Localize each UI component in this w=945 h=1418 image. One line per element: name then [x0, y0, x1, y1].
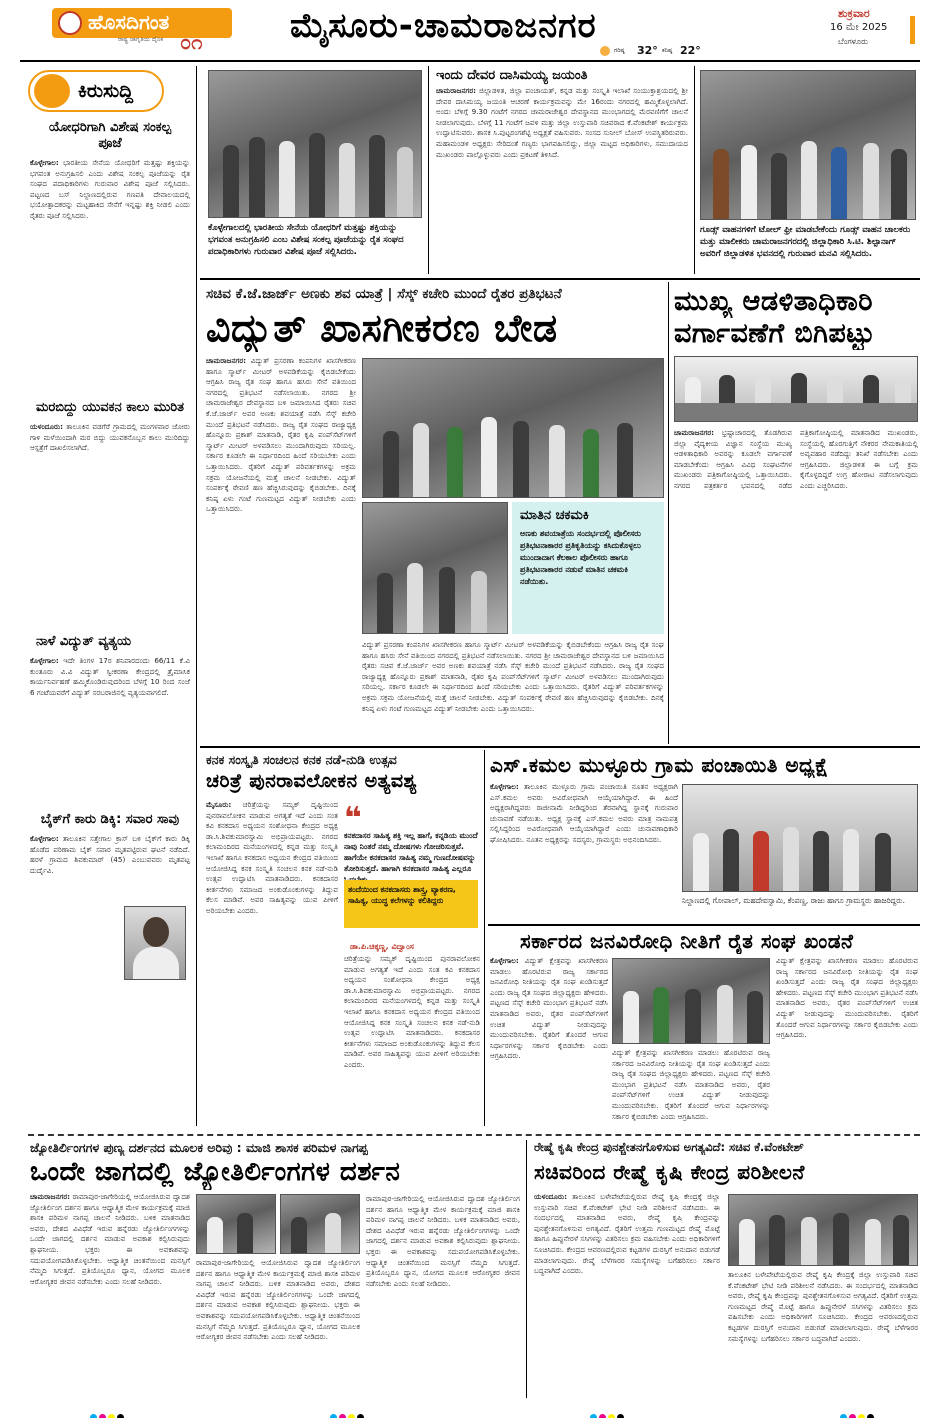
anti-text-col1 — [490, 956, 608, 1128]
temp-max-label: ಗರಿಷ್ಠ — [614, 47, 625, 54]
silk-dateline: ಯಳಂದೂರು: — [534, 1192, 567, 1201]
masthead — [0, 0, 945, 58]
officer-dateline: ಚಾಮರಾಜನಗರ: — [674, 428, 715, 437]
jyoti-kicker: ಜ್ಯೋತಿರ್ಲಿಂಗಗಳ ಪುಣ್ಯ ದರ್ಶನದ ಮೂಲಕ ಅರಿವು : ಮಾಜಿ ಶಾಸಕ ಪರಿಮಳ ನಾಗಪ್ಪ — [30, 1140, 368, 1155]
brief-1-body: ಭಾರತೀಯ ಸೇನೆಯ ಯೋಧರಿಗೆ ಮತ್ತಷ್ಟು ಶಕ್ತಿಯನ್ನು ಭಗವಂತ ಅನುಗ್ರಹಿಸಲಿ ಎಂದು ವಿಶೇಷ ಸಂಕಲ್ಪ ಪೂಜೆಯನ್ನು ರೈತ ಸಂಘದ ಪದಾಧಿಕಾರಿಗಳು ಗುರುವಾರ ವಿಶೇಷ ಪೂಜೆ ಸಲ್ಲಿಸಿದರು. ಪಟ್ಟಣದ ಬಸ್ ನಿಲ್ದಾಣದಲ್ಲಿರುವ ಗಣಪತಿ ದೇವಾಲಯದಲ್ಲಿ ಭಯೋತ್ಪಾದಕರನ್ನು ಮಟ್ಟಹಾಕಿದ ಸೇನೆಗೆ ಇನ್ನಷ್ಟು ಶಕ್ತಿ ನೀಡಲಿ ಎಂದು ರೈತರು ಪೂಜೆ ಸಲ್ಲಿಸಿದರು. — [30, 158, 190, 220]
sidebar-title: ಕಿರುಸುದ್ದಿ — [78, 80, 134, 102]
brief-3 — [30, 632, 190, 804]
quote-text: ಕನಕದಾಸರ ಸಾಹಿತ್ಯ ಶಕ್ತಿ ಇಲ್ಲ ಹಾಗೆ, ಕನ್ನಡಿಯ ಮುಂದೆ ನಾವು ನಿಂತರೆ ನಮ್ಮ ದೋಷಗಳು ಗೋಚರಿಸುತ್ತವೆ. ಹಾಗೆಯೇ ಕನಕದಾಸರ ಸಾಹಿತ್ಯ ನಮ್ಮ ಗುಣದೋಷವನ್ನು ತೋರಿಸುತ್ತದೆ. ಹಾಗಾಗಿ ಕನಕದಾಸರ ಸಾಹಿತ್ಯ ಎಲ್ಲರೂ — [344, 831, 478, 873]
photo-silk-centre — [728, 1194, 918, 1266]
sidebar-divider — [196, 66, 197, 1126]
photo-soldiers-puja — [208, 70, 422, 218]
silk-body-cont: ತಾಲೂಕಿನ ಬಳೇಪೇಟೆಯಲ್ಲಿರುವ ರೇಷ್ಮೆ ಕೃಷಿ ಕೇಂದ್ರಕ್ಕೆ ಜಿಲ್ಲಾ ಉಸ್ತುವಾರಿ ಸಚಿವ ಕೆ.ವೆಂಕಟೇಶ್ ಭೇಟಿ ನೀಡಿ ಪರಿಶೀಲನೆ ನಡೆಸಿದರು. ಈ ಸಂದರ್ಭದಲ್ಲಿ ಮಾತನಾಡಿದ ಅವರು, ರೇಷ್ಮೆ ಕೃಷಿ ಕೇಂದ್ರವನ್ನು ಪುನಶ್ಚೇತನಗೊಳಿಸುವ ಅಗತ್ಯವಿದೆ. ರೈತರಿಗೆ ಉತ್ತಮ ಗುಣಮಟ್ಟದ ರೇಷ್ಮೆ ಮೊಟ್ಟೆ ಹಾಗೂ ಹಿಪ್ಪುನೇರಳೆ ಸಸಿಗಳನ್ನು ವಿತರಿಸಲು ಕ್ರಮ ವಹಿಸಬೇಕು ಎಂದು ಅಧಿಕಾರಿಗಳಿಗೆ ಸೂಚಿಸಿದರು. ಕೇಂದ್ರದ ಆವರಣದಲ್ಲಿರುವ ಕಟ್ಟಡಗಳ ದುರಸ್ತಿಗೆ ಅನುದಾನ ಬಿಡುಗಡೆ ಮಾಡಲಾಗುವುದು. ರೇಷ್ಮೆ ಬೆಳೆಗಾರರ ಸಮಸ್ಯೆಗಳನ್ನು ಬಗೆಹರಿಸಲು ಸರ್ಕಾರ ಬದ್ಧವಾಗಿದೆ ಎಂದರು. — [728, 1270, 918, 1343]
issue-city: ಬೆಂಗಳೂರು — [838, 37, 868, 46]
jyoti-body: ರಾಮಾಪುರ-ಜಾಗೇರಿಯಲ್ಲಿ ಆಯೋಜಿಸಿರುವ ದ್ವಾದಶ ಜ್ಯೋತಿರ್ಲಿಂಗ ದರ್ಶನ ಹಾಗೂ ಆಧ್ಯಾತ್ಮಿಕ ಮೇಳ ಕಾರ್ಯಕ್ರಮಕ್ಕೆ ಮಾಜಿ ಶಾಸಕಿ ಪರಿಮಳ ನಾಗಪ್ಪ ಚಾಲನೆ ನೀಡಿದರು. ಬಳಿಕ ಮಾತನಾಡಿದ ಅವರು, ದೇಶದ ವಿವಿಧೆಡೆ ಇರುವ ಹನ್ನೆರಡು ಜ್ಯೋತಿರ್ಲಿಂಗಗಳನ್ನು ಒಂದೇ ಜಾಗದಲ್ಲಿ ದರ್ಶನ ಮಾಡುವ ಅವಕಾಶ ಕಲ್ಪಿಸಿರುವುದು ಶ್ಲಾಘನೀಯ. ಭಕ್ತರು ಈ ಅವಕಾಶವನ್ನು ಸದುಪಯೋಗಪಡಿಸಿಕೊಳ್ಳಬೇಕು. ಆಧ್ಯಾತ್ಮಿಕ ಚಿಂತನೆಯಿಂದ ಮನಸ್ಸಿಗೆ ನೆಮ್ಮದಿ ಸಿಗುತ್ತದೆ. ಪ್ರತಿಯೊಬ್ಬರೂ ಧ್ಯಾನ, ಯೋಗದ ಮೂಲಕ ಆರೋಗ್ಯಕರ ಜೀವನ ನಡೆಸಬೇಕು ಎಂದು ಸಲಹೆ ನೀಡಿದರು. — [30, 1192, 190, 1286]
anti-body-cont: ವಿದ್ಯುತ್ ಕ್ಷೇತ್ರವನ್ನು ಖಾಸಗೀಕರಣ ಮಾಡಲು ಹೊರಟಿರುವ ರಾಜ್ಯ ಸರ್ಕಾರದ ಜನವಿರೋಧಿ ನೀತಿಯನ್ನು ರೈತ ಸಂಘ ಖಂಡಿಸುತ್ತದೆ ಎಂದು ರಾಜ್ಯ ರೈತ ಸಂಘದ ಜಿಲ್ಲಾಧ್ಯಕ್ಷರು ಹೇಳಿದರು. ಪಟ್ಟಣದ ಸೆಸ್ಕ್ ಕಚೇರಿ ಮುಂಭಾಗ ಪ್ರತಿಭಟನೆ ನಡೆಸಿ ಮಾತನಾಡಿದ ಅವರು, ರೈತರ ಪಂಪ್‌ಸೆಟ್‌ಗಳಿಗೆ ಉಚಿತ ವಿದ್ಯುತ್ ನೀಡುವುದನ್ನು ಮುಂದುವರಿಸಬೇಕು. ರೈತರಿಗೆ ತೊಂದರೆ ಆಗುವ ನಿರ್ಧಾರಗಳನ್ನು ಸರ್ಕಾರ ಕೈಬಿಡಬೇಕು ಎಂದು ಆಗ್ರಹಿಸಿದರು. — [612, 1048, 770, 1121]
kamala-dateline: ಕೊಳ್ಳೇಗಾಲ: — [490, 782, 519, 791]
culture-headline-2: ಚರಿತ್ರೆ ಪುನರಾವಲೋಕನ ಅತ್ಯವಶ್ಯ — [206, 770, 418, 792]
lead-kicker: ಸಚಿವ ಕೆ.ಜೆ.ಜಾರ್ಜ್ ಅಣಕು ಶವ ಯಾತ್ರೆ | ಸೆಸ್ಕ್ ಕಚೇರಿ ಮುಂದೆ ರೈತರ ಪ್ರತಿಭಟನೆ — [206, 286, 562, 302]
anti-text-col3 — [776, 956, 918, 1128]
officer-body: ಭ್ರಷ್ಟಾಚಾರದಲ್ಲಿ ತೊಡಗಿರುವ ಜಿಲ್ಲಾ ವೈದ್ಯಕೀಯ ವಿಜ್ಞಾನ ಸಂಸ್ಥೆಯ ಮುಖ್ಯ ಆಡಳಿತಾಧಿಕಾರಿ ಅವರನ್ನು ಕೂಡಲೇ ವರ್ಗಾವಣೆ ಮಾಡಬೇಕೆಂದು ಆಗ್ರಹಿಸಿ ವಿವಿಧ ಸಂಘಟನೆಗಳ ಮುಖಂಡರು ಪತ್ರಿಕಾಗೋಷ್ಠಿಯಲ್ಲಿ ಒತ್ತಾಯಿಸಿದರು. ನಗರದ ಪತ್ರಕರ್ತರ ಭವನದಲ್ಲಿ ನಡೆದ ಪತ್ರಿಕಾಗೋಷ್ಠಿಯಲ್ಲಿ ಮಾತನಾಡಿದ ಮುಖಂಡರು, ಸಂಸ್ಥೆಯಲ್ಲಿ ಹೊರಗುತ್ತಿಗೆ ನೌಕರರ ನೇಮಕಾತಿಯಲ್ಲಿ ಅವ್ಯವಹಾರ ನಡೆದಿದ್ದು ತನಿಖೆ ನಡೆಸಬೇಕು ಎಂದು ಆಗ್ರಹಿಸಿದರು. ಜಿಲ್ಲಾಡಳಿತ ಈ ಬಗ್ಗೆ ಕ್ರಮ ಕೈಗೊಳ್ಳದಿದ್ದರೆ ಉಗ್ರ ಹೋರಾಟ ನಡೆಸಲಾಗುವುದು ಎಂದು ಎಚ್ಚರಿಸಿದರು. — [674, 428, 918, 490]
silk-text-col2 — [728, 1270, 918, 1398]
temp-max: 32° — [637, 44, 658, 57]
lead-text-col2 — [362, 640, 664, 744]
issue-day: ಶುಕ್ರವಾರ — [838, 7, 870, 20]
dasimayya-text — [436, 86, 688, 272]
brief-3-body: ಇದೇ ತಿಂಗಳ 17ರ ಶನಿವಾರದಂದು 66/11 ಕೆ.ವಿ ಕುಂತೂರು ವಿ.ವಿ ವಿದ್ಯುತ್ ಸ್ವೀಕರಣಾ ಕೇಂದ್ರದಲ್ಲಿ ತ್ರೈಮಾಸಿಕ ಕಾರ್ಯನಿರ್ವಹಣೆ ಹಮ್ಮಿಕೊಂಡಿರುವುದರಿಂದ ಬೆಳಗ್ಗೆ 10 ರಿಂದ ಸಂಜೆ 6 ಗಂಟೆಯವರೆಗೆ ವಿದ್ಯುತ್ ಸರಬರಾಜಿನಲ್ಲಿ ವ್ಯತ್ಯಯವಾಗಲಿದೆ. — [30, 656, 190, 697]
officer-headline-2: ವರ್ಗಾವಣೆಗೆ ಬಿಗಿಪಟ್ಟು — [674, 318, 875, 349]
photo-goods-vehicle-memo — [700, 70, 916, 220]
silk-headline: ಸಚಿವರಿಂದ ರೇಷ್ಮೆ ಕೃಷಿ ಕೇಂದ್ರ ಪರಿಶೀಲನೆ — [534, 1160, 805, 1184]
quote-icon: ❝ — [344, 801, 362, 836]
kamala-text — [490, 782, 678, 922]
photo2-caption: ಗೂಡ್ಸ್ ವಾಹನಗಳಿಗೆ ಟೋಲ್ ಫ್ರೀ ಮಾಡಬೇಕೆಂದು ಗೂಡ್ಸ್ ವಾಹನ ಚಾಲಕರು ಮತ್ತು ಮಾಲೀಕರು ಚಾಮರಾಜನಗರದಲ್ಲಿ ಜಿಲ್ಲಾಧಿಕಾರಿ ಸಿ.ಟಿ. ಶಿಲ್ಪಾನಾಗ್ ಅವರಿಗೆ ಜಿಲ್ಲಾಡಳಿತ ಭವನದಲ್ಲಿ ಗುರುವಾರ ಮನವಿ ಸಲ್ಲಿಸಿದರು. — [700, 225, 911, 259]
culture-highlight: ತಂದೆಯಿಂದ ಕನಕದಾಸರು ಶಾಸ್ತ್ರ, ವ್ಯಾಕರಣ, ಸಾಹಿತ್ಯ, ಯುದ್ಧ ಕಲೆಗಳನ್ನು ಕಲಿತಿದ್ದರು — [344, 880, 478, 928]
jyoti-dateline: ಚಾಮರಾಜನಗರ: — [30, 1192, 71, 1201]
page-number: ೦೧ — [180, 30, 203, 54]
anti-dateline: ಕೊಳ್ಳೇಗಾಲ: — [490, 956, 519, 965]
lead-body: ವಿದ್ಯುತ್ ಪ್ರಸರಣಾ ಕಂಪನಿಗಳ ಖಾಸಗೀಕರಣ ಹಾಗೂ ಸ್ಮಾರ್ಟ್ ಮೀಟರ್ ಅಳವಡಿಕೆಯನ್ನು ಕೈಬಿಡಬೇಕೆಂದು ಆಗ್ರಹಿಸಿ ರಾಜ್ಯ ರೈತ ಸಂಘ ಹಾಗೂ ಹಸಿರು ಸೇನೆ ವತಿಯಿಂದ ನಗರದಲ್ಲಿ ಪ್ರತಿಭಟನೆ ನಡೆಸಲಾಯಿತು. ನಗರದ ಶ್ರೀ ಚಾಮರಾಜೇಶ್ವರ ದೇವಸ್ಥಾನದ ಬಳಿ ಜಮಾಯಿಸಿದ ರೈತರು ಸಚಿವ ಕೆ.ಜೆ.ಜಾರ್ಜ್ ಅವರ ಅಣಕು ಶವಯಾತ್ರೆ ನಡೆಸಿ ಸೆಸ್ಕ್ ಕಚೇರಿ ಮುಂದೆ ಪ್ರತಿಭಟನೆ ನಡೆಸಿದರು. ರಾಜ್ಯ ರೈತ ಸಂಘದ ರಾಜ್ಯಾಧ್ಯಕ್ಷ ಹೊನ್ನೂರು ಪ್ರಕಾಶ್ ಮಾತನಾಡಿ, ರೈತರ ಕೃಷಿ ಪಂಪ್‌ಸೆಟ್‌ಗಳಿಗೆ ಸ್ಮಾರ್ಟ್ ಮೀಟರ್ ಅಳವಡಿಸಲು ಮುಂದಾಗಿರುವುದು ಸರಿಯಲ್ಲ. ಸರ್ಕಾರ ಕೂಡಲೇ ಈ ನಿರ್ಧಾರದಿಂದ ಹಿಂದೆ ಸರಿಯಬೇಕು ಎಂದು ಒತ್ತಾಯಿಸಿದರು. ರೈತರಿಗೆ ವಿದ್ಯುತ್ ಪರಿವರ್ತಕಗಳನ್ನು ಅಕ್ರಮ ಸಕ್ರಮ ಯೋಜನೆಯಲ್ಲಿ ಮತ್ತೆ ಚಾಲನೆ ನೀಡಬೇಕು. ವಿದ್ಯುತ್ ಸಂಪರ್ಕಕ್ಕೆ ಠೇವಣಿ ಹಣ ಹೆಚ್ಚಿಸಿರುವುದನ್ನು ಕೈಬಿಡಬೇಕು. ದಿನಕ್ಕೆ ಕನಿಷ್ಠ ಏಳು ಗಂಟೆ ಗುಣಮಟ್ಟದ ವಿದ್ಯುತ್ ನೀಡಬೇಕು ಎಂದು ಒತ್ತಾಯಿಸಿದರು. — [206, 356, 356, 514]
photo-panchayat-president — [682, 784, 918, 892]
silk-kicker: ರೇಷ್ಮೆ ಕೃಷಿ ಕೇಂದ್ರ ಪುನಶ್ಚೇತನಗೊಳಿಸುವ ಅಗತ್ಯವಿದೆ: ಸಚಿವ ಕೆ.ವೆಂಕಟೇಶ್ — [534, 1140, 804, 1154]
silk-text-col1 — [534, 1192, 720, 1398]
anti-body: ವಿದ್ಯುತ್ ಕ್ಷೇತ್ರವನ್ನು ಖಾಸಗೀಕರಣ ಮಾಡಲು ಹೊರಟಿರುವ ರಾಜ್ಯ ಸರ್ಕಾರದ ಜನವಿರೋಧಿ ನೀತಿಯನ್ನು ರೈತ ಸಂಘ ಖಂಡಿಸುತ್ತದೆ ಎಂದು ರಾಜ್ಯ ರೈತ ಸಂಘದ ಜಿಲ್ಲಾಧ್ಯಕ್ಷರು ಹೇಳಿದರು. ಪಟ್ಟಣದ ಸೆಸ್ಕ್ ಕಚೇರಿ ಮುಂಭಾಗ ಪ್ರತಿಭಟನೆ ನಡೆಸಿ ಮಾತನಾಡಿದ ಅವರು, ರೈತರ ಪಂಪ್‌ಸೆಟ್‌ಗಳಿಗೆ ಉಚಿತ ವಿದ್ಯುತ್ ನೀಡುವುದನ್ನು ಮುಂದುವರಿಸಬೇಕು. ರೈತರಿಗೆ ತೊಂದರೆ ಆಗುವ ನಿರ್ಧಾರಗಳನ್ನು ಸರ್ಕಾರ ಕೈಬಿಡಬೇಕು ಎಂದು ಆಗ್ರಹಿಸಿದರು. — [490, 956, 608, 1061]
logo-emblem-icon — [58, 11, 82, 35]
jyoti-text-col3 — [366, 1194, 520, 1398]
brief-2-dateline: ಯಳಂದೂರು: — [30, 422, 63, 431]
lead-headline: ವಿದ್ಯುತ್ ಖಾಸಗೀಕರಣ ಬೇಡ — [206, 306, 558, 350]
section-divider — [28, 1134, 920, 1136]
photo-press-meet — [674, 356, 918, 422]
kamala-body: ತಾಲೂಕಿನ ಮುಳ್ಳೂರು ಗ್ರಾಮ ಪಂಚಾಯಿತಿ ನೂತನ ಅಧ್ಯಕ್ಷರಾಗಿ ಎಸ್.ಕಮಲ ಅವರು ಅವಿರೋಧವಾಗಿ ಆಯ್ಕೆಯಾಗಿದ್ದಾರೆ. ಈ ಹಿಂದೆ ಅಧ್ಯಕ್ಷರಾಗಿದ್ದವರು ರಾಜೀನಾಮೆ ನೀಡಿದ್ದರಿಂದ ತೆರವಾಗಿದ್ದ ಸ್ಥಾನಕ್ಕೆ ಗುರುವಾರ ಚುನಾವಣೆ ನಡೆಯಿತು. ಅಧ್ಯಕ್ಷ ಸ್ಥಾನಕ್ಕೆ ಎಸ್.ಕಮಲ ಅವರು ಮಾತ್ರ ನಾಮಪತ್ರ ಸಲ್ಲಿಸಿದ್ದರಿಂದ ಅವಿರೋಧವಾಗಿ ಆಯ್ಕೆಯಾಗಿದ್ದಾರೆ ಎಂದು ಚುನಾವಣಾಧಿಕಾರಿ ಘೋಷಿಸಿದರು. ನೂತನ ಅಧ್ಯಕ್ಷರನ್ನು ಸದಸ್ಯರು, ಗ್ರಾಮಸ್ಥರು ಅಭಿನಂದಿಸಿದರು. — [490, 782, 678, 844]
sun-icon — [600, 46, 610, 56]
brief-1-head: ಯೋಧರಿಗಾಗಿ ವಿಶೇಷ ಸಂಕಲ್ಪ ಪೂಜೆ — [48, 120, 172, 151]
jyoti-body-cont: ರಾಮಾಪುರ-ಜಾಗೇರಿಯಲ್ಲಿ ಆಯೋಜಿಸಿರುವ ದ್ವಾದಶ ಜ್ಯೋತಿರ್ಲಿಂಗ ದರ್ಶನ ಹಾಗೂ ಆಧ್ಯಾತ್ಮಿಕ ಮೇಳ ಕಾರ್ಯಕ್ರಮಕ್ಕೆ ಮಾಜಿ ಶಾಸಕಿ ಪರಿಮಳ ನಾಗಪ್ಪ ಚಾಲನೆ ನೀಡಿದರು. ಬಳಿಕ ಮಾತನಾಡಿದ ಅವರು, ದೇಶದ ವಿವಿಧೆಡೆ ಇರುವ ಹನ್ನೆರಡು ಜ್ಯೋತಿರ್ಲಿಂಗಗಳನ್ನು ಒಂದೇ ಜಾಗದಲ್ಲಿ ದರ್ಶನ ಮಾಡುವ ಅವಕಾಶ ಕಲ್ಪಿಸಿರುವುದು ಶ್ಲಾಘನೀಯ. ಭಕ್ತರು ಈ ಅವಕಾಶವನ್ನು ಸದುಪಯೋಗಪಡಿಸಿಕೊಳ್ಳಬೇಕು. ಆಧ್ಯಾತ್ಮಿಕ ಚಿಂತನೆಯಿಂದ ಮನಸ್ಸಿಗೆ ನೆಮ್ಮದಿ ಸಿಗುತ್ತದೆ. ಪ್ರತಿಯೊಬ್ಬರೂ ಧ್ಯಾನ, ಯೋಗದ ಮೂಲಕ ಆರೋಗ್ಯಕರ ಜೀವನ ನಡೆಸಬೇಕು ಎಂದು ಸಲಹೆ ನೀಡಿದರು. — [196, 1258, 360, 1342]
logo-text: ಹೊಸದಿಗಂತ — [88, 10, 170, 34]
kamala-photo-caption: ನಿಲ್ದಾಣದಲ್ಲಿ ಗೋಪಾಲ್, ಮಹದೇವಸ್ವಾಮಿ, ಕೆಂಪಣ್ಣ, ರಾಜು ಹಾಗೂ ಗ್ರಾಮಸ್ಥರು ಹಾಜರಿದ್ದರು. — [682, 896, 905, 905]
hand-icon — [34, 74, 70, 108]
brief-1-text — [30, 158, 190, 392]
anti-headline: ಸರ್ಕಾರದ ಜನವಿರೋಧಿ ನೀತಿಗೆ ರೈತ ಸಂಘ ಖಂಡನೆ — [520, 929, 854, 953]
brief-2-text — [30, 422, 190, 612]
quote-author: ಡಾ.ಪಿ.ಚಿಕ್ಕಣ್ಣ, ವಿದ್ವಾಂಸ — [350, 942, 414, 951]
culture-body: ಚರಿತ್ರೆಯನ್ನು ಸಮ್ಯಕ್ ದೃಷ್ಟಿಯಿಂದ ಪುನರಾವಲೋಕನ ಮಾಡುವ ಅಗತ್ಯತೆ ಇದೆ ಎಂದು ಸಂತ ಕವಿ ಕನಕದಾಸ ಅಧ್ಯಯನ ಸಂಶೋಧನಾ ಕೇಂದ್ರದ ಅಧ್ಯಕ್ಷ ಡಾ.ಸಿ.ಶಿವಕುಮಾರಸ್ವಾಮಿ ಅಭಿಪ್ರಾಯಪಟ್ಟರು. ನಗರದ ಕಲಾಮಂದಿರದ ಮನೆಯಂಗಳದಲ್ಲಿ ಕನ್ನಡ ಮತ್ತು ಸಂಸ್ಕೃತಿ ಇಲಾಖೆ ಹಾಗೂ ಕನಕದಾಸ ಅಧ್ಯಯನ ಕೇಂದ್ರದ ವತಿಯಿಂದ ಆಯೋಜಿಸಿದ್ದ ಕನಕ ಸಂಸ್ಕೃತಿ ಸಂಚಲನ ಕನಕ ನಡೆ-ನುಡಿ ಉತ್ಸವ ಉದ್ಘಾಟಿಸಿ ಮಾತನಾಡಿದರು. ಕನಕದಾಸರ ಕೀರ್ತನೆಗಳು ಸಮಾಜದ ಅಂಕುಡೊಂಕುಗಳನ್ನು ತಿದ್ದುವ ಕೆಲಸ ಮಾಡಿವೆ. ಅವರ ಸಾಹಿತ್ಯವನ್ನು ಯುವ ಪೀಳಿಗೆ ಅರಿಯಬೇಕು ಎಂದರು. — [206, 800, 338, 915]
registration-marks-left — [90, 1406, 126, 1418]
photo-protest-march — [362, 358, 664, 498]
jyoti-headline: ಒಂದೇ ಜಾಗದಲ್ಲಿ ಜ್ಯೋತಿರ್ಲಿಂಗಗಳ ದರ್ಶನ — [30, 1157, 401, 1187]
brief-3-text — [30, 656, 190, 806]
photo1-caption: ಕೊಳ್ಳೇಗಾಲದಲ್ಲಿ ಭಾರತೀಯ ಸೇನೆಯ ಯೋಧರಿಗೆ ಮತ್ತಷ್ಟು ಶಕ್ತಿಯನ್ನು ಭಗವಂತ ಅನುಗ್ರಹಿಸಲಿ ಎಂಬ ವಿಶೇಷ ಸಂಕಲ್ಪ ಪೂಜೆಯನ್ನು ರೈತ ಸಂಘದ ಪದಾಧಿಕಾರಿಗಳು ಗುರುವಾರ ವಿಶೇಷ ಪೂಜೆ ಸಲ್ಲಿಸಿದರು. — [208, 223, 404, 257]
brief-4-dateline: ಕೊಳ್ಳೇಗಾಲ: — [30, 834, 59, 843]
photo-jyotirlinga-1 — [196, 1194, 276, 1254]
brief-4 — [30, 810, 190, 1128]
lead-body-cont: ವಿದ್ಯುತ್ ಪ್ರಸರಣಾ ಕಂಪನಿಗಳ ಖಾಸಗೀಕರಣ ಹಾಗೂ ಸ್ಮಾರ್ಟ್ ಮೀಟರ್ ಅಳವಡಿಕೆಯನ್ನು ಕೈಬಿಡಬೇಕೆಂದು ಆಗ್ರಹಿಸಿ ರಾಜ್ಯ ರೈತ ಸಂಘ ಹಾಗೂ ಹಸಿರು ಸೇನೆ ವತಿಯಿಂದ ನಗರದಲ್ಲಿ ಪ್ರತಿಭಟನೆ ನಡೆಸಲಾಯಿತು. ನಗರದ ಶ್ರೀ ಚಾಮರಾಜೇಶ್ವರ ದೇವಸ್ಥಾನದ ಬಳಿ ಜಮಾಯಿಸಿದ ರೈತರು ಸಚಿವ ಕೆ.ಜೆ.ಜಾರ್ಜ್ ಅವರ ಅಣಕು ಶವಯಾತ್ರೆ ನಡೆಸಿ ಸೆಸ್ಕ್ ಕಚೇರಿ ಮುಂದೆ ಪ್ರತಿಭಟನೆ ನಡೆಸಿದರು. ರಾಜ್ಯ ರೈತ ಸಂಘದ ರಾಜ್ಯಾಧ್ಯಕ್ಷ ಹೊನ್ನೂರು ಪ್ರಕಾಶ್ ಮಾತನಾಡಿ, ರೈತರ ಕೃಷಿ ಪಂಪ್‌ಸೆಟ್‌ಗಳಿಗೆ ಸ್ಮಾರ್ಟ್ ಮೀಟರ್ ಅಳವಡಿಸಲು ಮುಂದಾಗಿರುವುದು ಸರಿಯಲ್ಲ. ಸರ್ಕಾರ ಕೂಡಲೇ ಈ ನಿರ್ಧಾರದಿಂದ ಹಿಂದೆ ಸರಿಯಬೇಕು ಎಂದು ಒತ್ತಾಯಿಸಿದರು. ರೈತರಿಗೆ ವಿದ್ಯುತ್ ಪರಿವರ್ತಕಗಳನ್ನು ಅಕ್ರಮ ಸಕ್ರಮ ಯೋಜನೆಯಲ್ಲಿ ಮತ್ತೆ ಚಾಲನೆ ನೀಡಬೇಕು. ವಿದ್ಯುತ್ ಸಂಪರ್ಕಕ್ಕೆ ಠೇವಣಿ ಹಣ ಹೆಚ್ಚಿಸಿರುವುದನ್ನು ಕೈಬಿಡಬೇಕು. ದಿನಕ್ಕೆ ಕನಿಷ್ಠ ಏಳು ಗಂಟೆ ಗುಣಮಟ್ಟದ ವಿದ್ಯುತ್ ನೀಡಬೇಕು ಎಂದು ಒತ್ತಾಯಿಸಿದರು. — [362, 640, 664, 713]
jyoti-body-cont2: ರಾಮಾಪುರ-ಜಾಗೇರಿಯಲ್ಲಿ ಆಯೋಜಿಸಿರುವ ದ್ವಾದಶ ಜ್ಯೋತಿರ್ಲಿಂಗ ದರ್ಶನ ಹಾಗೂ ಆಧ್ಯಾತ್ಮಿಕ ಮೇಳ ಕಾರ್ಯಕ್ರಮಕ್ಕೆ ಮಾಜಿ ಶಾಸಕಿ ಪರಿಮಳ ನಾಗಪ್ಪ ಚಾಲನೆ ನೀಡಿದರು. ಬಳಿಕ ಮಾತನಾಡಿದ ಅವರು, ದೇಶದ ವಿವಿಧೆಡೆ ಇರುವ ಹನ್ನೆರಡು ಜ್ಯೋತಿರ್ಲಿಂಗಗಳನ್ನು ಒಂದೇ ಜಾಗದಲ್ಲಿ ದರ್ಶನ ಮಾಡುವ ಅವಕಾಶ ಕಲ್ಪಿಸಿರುವುದು ಶ್ಲಾಘನೀಯ. ಭಕ್ತರು ಈ ಅವಕಾಶವನ್ನು ಸದುಪಯೋಗಪಡಿಸಿಕೊಳ್ಳಬೇಕು. ಆಧ್ಯಾತ್ಮಿಕ ಚಿಂತನೆಯಿಂದ ಮನಸ್ಸಿಗೆ ನೆಮ್ಮದಿ ಸಿಗುತ್ತದೆ. ಪ್ರತಿಯೊಬ್ಬರೂ ಧ್ಯಾನ, ಯೋಗದ ಮೂಲಕ ಆರೋಗ್ಯಕರ ಜೀವನ ನಡೆಸಬೇಕು ಎಂದು ಸಲಹೆ ನೀಡಿದರು. — [366, 1194, 520, 1288]
brief-1 — [30, 118, 190, 390]
brief-2 — [30, 398, 190, 626]
kamala-headline: ಎಸ್.ಕಮಲ ಮುಳ್ಳೂರು ಗ್ರಾಮ ಪಂಚಾಯಿತಿ ಅಧ್ಯಕ್ಷೆ — [490, 753, 829, 777]
brief-3-dateline: ಕೊಳ್ಳೇಗಾಲ: — [30, 656, 59, 665]
brief-1-dateline: ಕೊಳ್ಳೇಗಾಲ: — [30, 158, 59, 167]
culture-text-col2 — [344, 954, 480, 1130]
culture-headline-1: ಕನಕ ಸಂಸ್ಕೃತಿ ಸಂಚಲನ ಕನಕ ನಡೆ-ನುಡಿ ಉತ್ಸವ — [206, 752, 397, 767]
silk-body: ತಾಲೂಕಿನ ಬಳೇಪೇಟೆಯಲ್ಲಿರುವ ರೇಷ್ಮೆ ಕೃಷಿ ಕೇಂದ್ರಕ್ಕೆ ಜಿಲ್ಲಾ ಉಸ್ತುವಾರಿ ಸಚಿವ ಕೆ.ವೆಂಕಟೇಶ್ ಭೇಟಿ ನೀಡಿ ಪರಿಶೀಲನೆ ನಡೆಸಿದರು. ಈ ಸಂದರ್ಭದಲ್ಲಿ ಮಾತನಾಡಿದ ಅವರು, ರೇಷ್ಮೆ ಕೃಷಿ ಕೇಂದ್ರವನ್ನು ಪುನಶ್ಚೇತನಗೊಳಿಸುವ ಅಗತ್ಯವಿದೆ. ರೈತರಿಗೆ ಉತ್ತಮ ಗುಣಮಟ್ಟದ ರೇಷ್ಮೆ ಮೊಟ್ಟೆ ಹಾಗೂ ಹಿಪ್ಪುನೇರಳೆ ಸಸಿಗಳನ್ನು ವಿತರಿಸಲು ಕ್ರಮ ವಹಿಸಬೇಕು ಎಂದು ಅಧಿಕಾರಿಗಳಿಗೆ ಸೂಚಿಸಿದರು. ಕೇಂದ್ರದ ಆವರಣದಲ್ಲಿರುವ ಕಟ್ಟಡಗಳ ದುರಸ್ತಿಗೆ ಅನುದಾನ ಬಿಡುಗಡೆ ಮಾಡಲಾಗುವುದು. ರೇಷ್ಮೆ ಬೆಳೆಗಾರರ ಸಮಸ್ಯೆಗಳನ್ನು ಬಗೆಹರಿಸಲು ಸರ್ಕಾರ ಬದ್ಧವಾಗಿದೆ ಎಂದರು. — [534, 1192, 720, 1276]
registration-marks-far-right — [840, 1406, 876, 1418]
brief-2-head: ಮರಬಿದ್ದು ಯುವಕನ ಕಾಲು ಮುರಿತ — [36, 400, 184, 415]
temp-min-label: ಕನಿಷ್ಠ — [662, 47, 673, 54]
dasimayya-body: ಜಿಲ್ಲಾಡಳಿತ, ಜಿಲ್ಲಾ ಪಂಚಾಯತ್, ಕನ್ನಡ ಮತ್ತು ಸಂಸ್ಕೃತಿ ಇಲಾಖೆ ಸಂಯುಕ್ತಾಶ್ರಯದಲ್ಲಿ ಶ್ರೀ ದೇವರ ದಾಸಿಮಯ್ಯ ಜಯಂತಿ ಆಚರಣೆ ಕಾರ್ಯಕ್ರಮವನ್ನು ಮೇ 16ರಂದು ನಗರದಲ್ಲಿ ಹಮ್ಮಿಕೊಳ್ಳಲಾಗಿದೆ. ಅಂದು ಬೆಳಿಗ್ಗೆ 9.30 ಗಂಟೆಗೆ ನಗರದ ಚಾಮರಾಜೇಶ್ವರ ದೇವಸ್ಥಾನದ ಮುಂಭಾಗದಲ್ಲಿ ಮೆರವಣಿಗೆಗೆ ಚಾಲನೆ ನೀಡಲಾಗುವುದು. ಬೆಳಗ್ಗೆ 11 ಗಂಟೆಗೆ ಜವಳಿ ಮತ್ತು ಜಿಲ್ಲಾ ಉಸ್ತುವಾರಿ ಸಚಿವರಾದ ಕೆ.ವೆಂಕಟೇಶ್ ಕಾರ್ಯಕ್ರಮ ಉದ್ಘಾಟಿಸುವರು. ಶಾಸಕ ಸಿ.ಪುಟ್ಟರಂಗಶೆಟ್ಟಿ ಅಧ್ಯಕ್ಷತೆ ವಹಿಸುವರು. ಸಂಸದ ಸುನೀಲ್ ಬೋಸ್ ಉಪಸ್ಥಿತರಿರುವರು. ಮಹಾಮಂಡಳಿ ಅಧ್ಯಕ್ಷರು ಸೇರಿದಂತೆ ಗಣ್ಯರು ಭಾಗವಹಿಸಲಿದ್ದು, ಜಿಲ್ಲಾ ಮಟ್ಟದ ಅಧಿಕಾರಿಗಳು, ಸಮುದಾಯದ ಮುಖಂಡರು ಪಾಲ್ಗೊಳ್ಳುವರು ಎಂದು ಪ್ರಕಟಣೆ ತಿಳಿಸಿದೆ. — [436, 86, 688, 159]
temp-min: 22° — [680, 44, 701, 57]
manina-title: ಮಾತಿನ ಚಕಮಕಿ — [520, 508, 589, 523]
officer-headline-1: ಮುಖ್ಯ ಆಡಳಿತಾಧಿಕಾರಿ — [674, 286, 873, 317]
jyoti-text-col2 — [196, 1258, 360, 1398]
brief-3-head: ನಾಳೆ ವಿದ್ಯುತ್ ವ್ಯತ್ಯಯ — [36, 634, 132, 649]
manina-body: ಅಣಕು ಶವಯಾತ್ರೆಯ ಸಂದರ್ಭದಲ್ಲಿ ಪೊಲೀಸರು ಪ್ರತಿಭಟನಾಕಾರರ ಪ್ರತಿಕೃತಿಯನ್ನು ಕಸಿದುಕೊಳ್ಳಲು ಮುಂದಾದಾಗ ಕೆಲಕಾಲ ಪೊಲೀಸರು ಹಾಗೂ ಪ್ರತಿಭಟನಾಕಾರರ ನಡುವೆ ಮಾತಿನ ಚಕಮಕಿ ನಡೆಯಿತು. — [520, 529, 641, 586]
dasimayya-dateline: ಚಾಮರಾಜನಗರ: — [436, 86, 477, 95]
masthead-accent-bar — [910, 16, 915, 44]
dasimayya-title: ಇಂದು ದೇವರ ದಾಸಿಮಯ್ಯ ಜಯಂತಿ — [436, 68, 588, 83]
photo-farmers-protest — [612, 958, 770, 1044]
photo-jyotirlinga-2 — [280, 1194, 360, 1254]
anti-text-col2 — [612, 1048, 770, 1128]
lead-dateline: ಚಾಮರಾಜನಗರ: — [206, 356, 247, 365]
victim-photo — [124, 906, 186, 980]
registration-marks-right — [590, 1406, 626, 1418]
logo-tagline: ರಾಷ್ಟ್ರ ಜಾಗೃತಿಯ ದೈನಿಕ — [118, 36, 164, 43]
registration-marks-mid — [330, 1406, 366, 1418]
masthead-rule — [20, 60, 920, 62]
jyoti-text-col1 — [30, 1192, 190, 1398]
brief-4-head: ಬೈಕ್‌ಗೆ ಕಾರು ಡಿಕ್ಕಿ: ಸವಾರ ಸಾವು — [40, 812, 180, 827]
culture-text-col1 — [206, 800, 338, 1130]
brief-4-body: ತಾಲೂಕಿನ ಸತ್ತೇಗಾಲ ಕ್ರಾಸ್ ಬಳಿ ಬೈಕ್‌ಗೆ ಕಾರು ಡಿಕ್ಕಿ ಹೊಡೆದ ಪರಿಣಾಮ ಬೈಕ್ ಸವಾರ ಮೃತಪಟ್ಟಿರುವ ಘಟನೆ ನಡೆದಿದೆ. ಹರಳೆ ಗ್ರಾಮದ ಶಿವಕುಮಾರ್ (45) ಎಂಬುವವರು ಮೃತಪಟ್ಟ ದುರ್ದೈವಿ. — [30, 834, 190, 875]
anti-body-cont2: ವಿದ್ಯುತ್ ಕ್ಷೇತ್ರವನ್ನು ಖಾಸಗೀಕರಣ ಮಾಡಲು ಹೊರಟಿರುವ ರಾಜ್ಯ ಸರ್ಕಾರದ ಜನವಿರೋಧಿ ನೀತಿಯನ್ನು ರೈತ ಸಂಘ ಖಂಡಿಸುತ್ತದೆ ಎಂದು ರಾಜ್ಯ ರೈತ ಸಂಘದ ಜಿಲ್ಲಾಧ್ಯಕ್ಷರು ಹೇಳಿದರು. ಪಟ್ಟಣದ ಸೆಸ್ಕ್ ಕಚೇರಿ ಮುಂಭಾಗ ಪ್ರತಿಭಟನೆ ನಡೆಸಿ ಮಾತನಾಡಿದ ಅವರು, ರೈತರ ಪಂಪ್‌ಸೆಟ್‌ಗಳಿಗೆ ಉಚಿತ ವಿದ್ಯುತ್ ನೀಡುವುದನ್ನು ಮುಂದುವರಿಸಬೇಕು. ರೈತರಿಗೆ ತೊಂದರೆ ಆಗುವ ನಿರ್ಧಾರಗಳನ್ನು ಸರ್ಕಾರ ಕೈಬಿಡಬೇಕು ಎಂದು ಆಗ್ರಹಿಸಿದರು. — [776, 956, 918, 1040]
officer-text — [674, 428, 918, 744]
culture-dateline: ಮೈಸೂರು: — [206, 800, 232, 809]
edition-title: ಮೈಸೂರು-ಚಾಮರಾಜನಗರ — [290, 6, 597, 46]
culture-body-cont: ಚರಿತ್ರೆಯನ್ನು ಸಮ್ಯಕ್ ದೃಷ್ಟಿಯಿಂದ ಪುನರಾವಲೋಕನ ಮಾಡುವ ಅಗತ್ಯತೆ ಇದೆ ಎಂದು ಸಂತ ಕವಿ ಕನಕದಾಸ ಅಧ್ಯಯನ ಸಂಶೋಧನಾ ಕೇಂದ್ರದ ಅಧ್ಯಕ್ಷ ಡಾ.ಸಿ.ಶಿವಕುಮಾರಸ್ವಾಮಿ ಅಭಿಪ್ರಾಯಪಟ್ಟರು. ನಗರದ ಕಲಾಮಂದಿರದ ಮನೆಯಂಗಳದಲ್ಲಿ ಕನ್ನಡ ಮತ್ತು ಸಂಸ್ಕೃತಿ ಇಲಾಖೆ ಹಾಗೂ ಕನಕದಾಸ ಅಧ್ಯಯನ ಕೇಂದ್ರದ ವತಿಯಿಂದ ಆಯೋಜಿಸಿದ್ದ ಕನಕ ಸಂಸ್ಕೃತಿ ಸಂಚಲನ ಕನಕ ನಡೆ-ನುಡಿ ಉತ್ಸವ ಉದ್ಘಾಟಿಸಿ ಮಾತನಾಡಿದರು. ಕನಕದಾಸರ ಕೀರ್ತನೆಗಳು ಸಮಾಜದ ಅಂಕುಡೊಂಕುಗಳನ್ನು ತಿದ್ದುವ ಕೆಲಸ ಮಾಡಿವೆ. ಅವರ ಸಾಹಿತ್ಯವನ್ನು ಯುವ ಪೀಳಿಗೆ ಅರಿಯಬೇಕು ಎಂದರು. — [344, 954, 480, 1069]
issue-date: 16 ಮೇ 2025 — [830, 22, 888, 33]
photo-effigy-procession — [362, 502, 508, 634]
brief-2-body: ತಾಲೂಕಿನ ವಡಗೆರೆ ಗ್ರಾಮದಲ್ಲಿ ಮಂಗಳವಾರ ಜೋರು ಗಾಳಿ ಮಳೆಯಿಂದಾಗಿ ಮರ ಬಿದ್ದು ಯುವಕನೊಬ್ಬನ ಕಾಲು ಮುರಿದಿದ್ದು ಆಸ್ಪತ್ರೆಗೆ ದಾಖಲಿಸಲಾಗಿದೆ. — [30, 422, 190, 453]
lead-text-col1 — [206, 356, 356, 746]
